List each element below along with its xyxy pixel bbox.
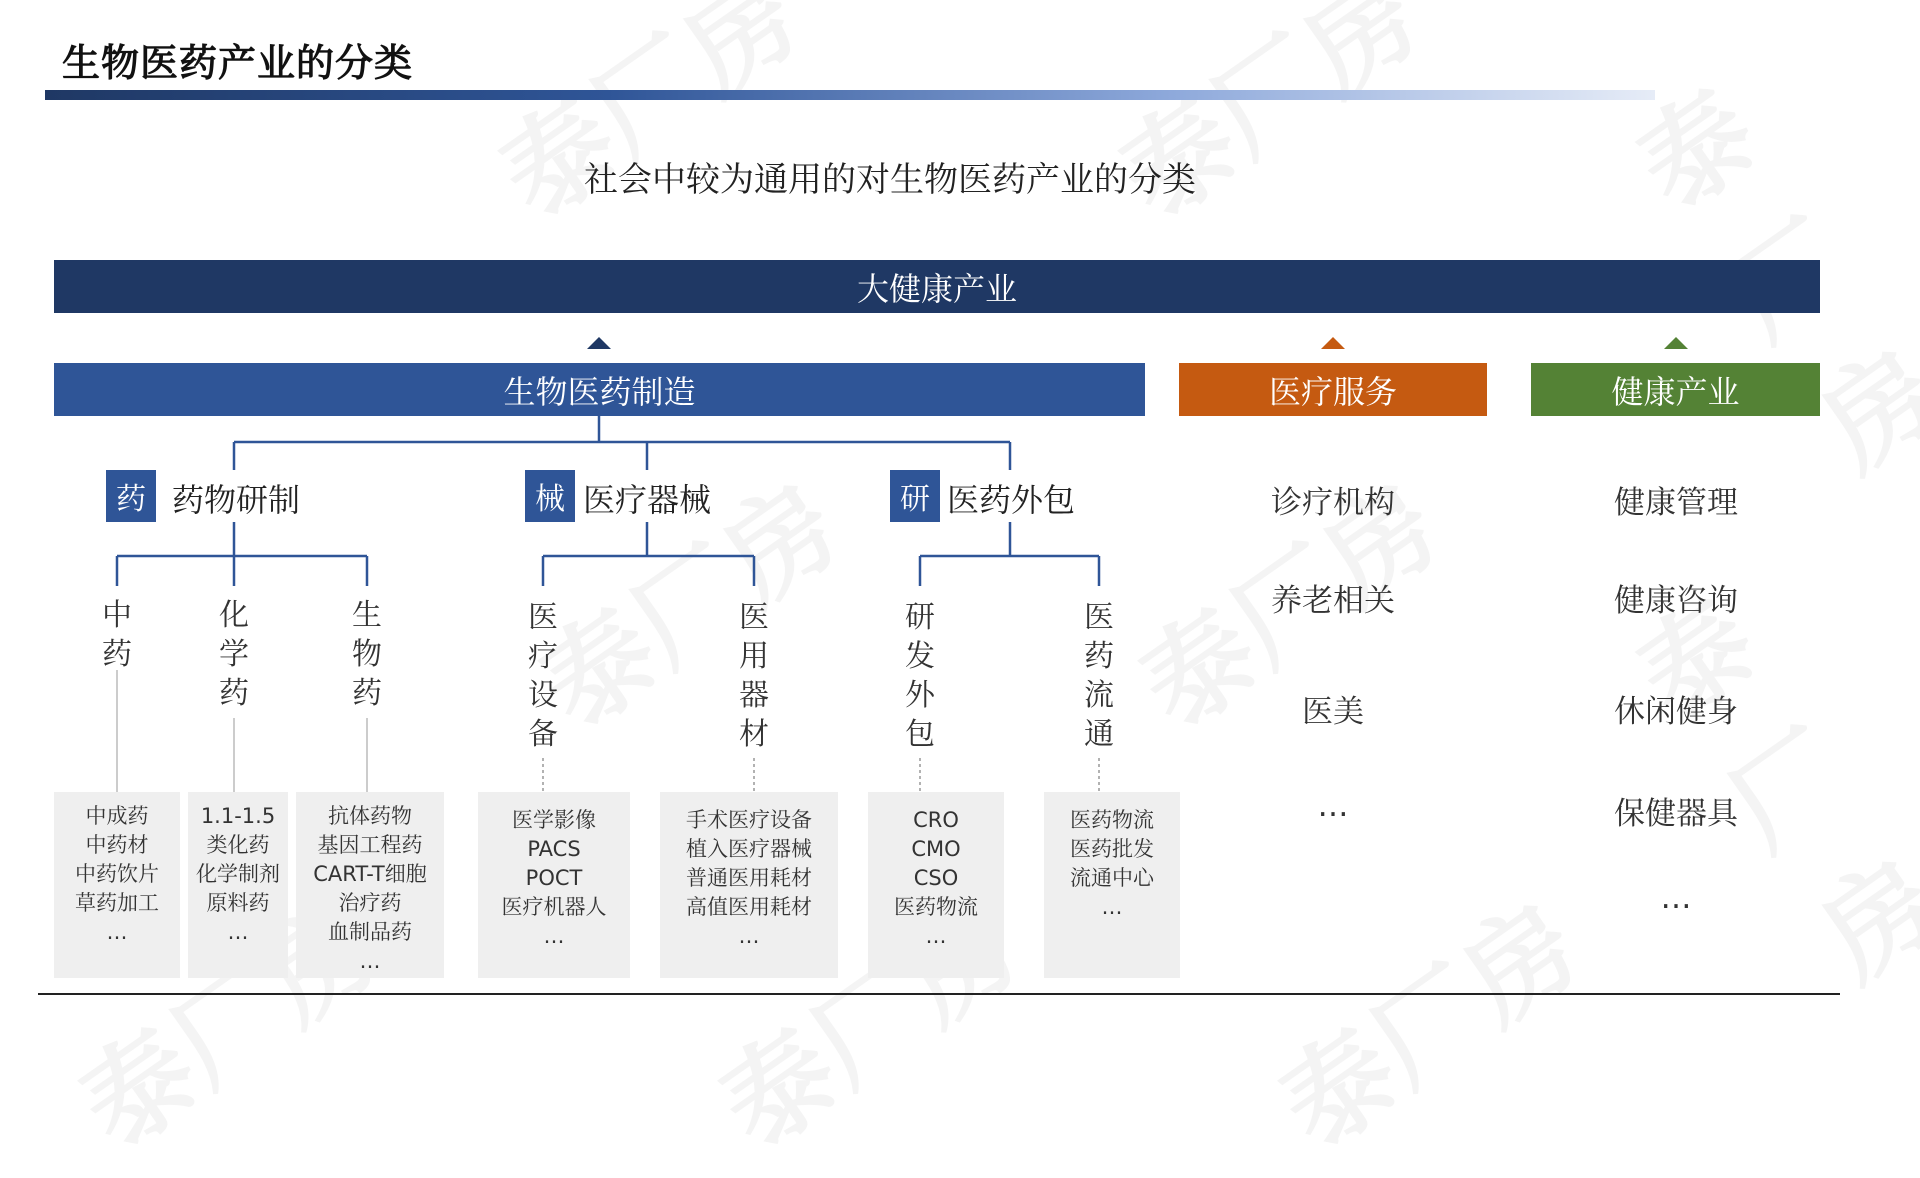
subcategory-chemical-drugs: 化 学 药: [219, 598, 249, 711]
medical-service-item: 诊疗机构: [1271, 485, 1395, 521]
big-health-industry-bar: 大健康产业: [54, 260, 1820, 313]
subcategory-biologics: 生 物 药: [352, 598, 382, 711]
detail-box-pharma-distribution: 医药物流 医药批发 流通中心 …: [1044, 792, 1180, 978]
detail-box-biologics: 抗体药物 基因工程药 CART-T细胞 治疗药 血制品药 …: [296, 792, 444, 978]
health-industry-item: …: [1660, 880, 1692, 916]
arrow-up-icon: [587, 337, 611, 349]
detail-box-medical-supplies: 手术医疗设备 植入医疗器械 普通医用耗材 高值医用耗材 …: [660, 792, 838, 978]
page-title: 生物医药产业的分类: [62, 41, 414, 85]
detail-box-chemical-drugs: 1.1-1.5 类化药 化学制剂 原料药 …: [188, 792, 288, 978]
title-underline: [45, 90, 1655, 100]
medical-service-item: 医美: [1302, 694, 1364, 730]
medical-services-bar: 医疗服务: [1179, 363, 1487, 416]
health-industry-item: 休闲健身: [1614, 694, 1738, 730]
subcategory-medical-equipment: 医 疗 设 备: [528, 600, 558, 752]
subcategory-medical-supplies: 医 用 器 材: [739, 600, 769, 752]
category-label-medical-devices: 医疗器械: [583, 481, 712, 519]
category-label-outsourcing: 医药外包: [947, 481, 1076, 519]
bottom-divider: [38, 993, 1840, 995]
biomedical-manufacturing-bar: 生物医药制造: [54, 363, 1145, 416]
device-category-icon: 械: [525, 470, 575, 522]
subcategory-rd-outsourcing: 研 发 外 包: [905, 600, 935, 752]
health-industry-item: 健康咨询: [1614, 583, 1738, 619]
detail-box-rd-outsourcing: CRO CMO CSO 医药物流 …: [868, 792, 1004, 978]
drug-category-icon: 药: [106, 470, 156, 522]
diagram-subtitle: 社会中较为通用的对生物医药产业的分类: [584, 160, 1196, 200]
health-industry-item: 保健器具: [1614, 796, 1738, 832]
detail-box-tcm: 中成药 中药材 中药饮片 草药加工 …: [54, 792, 180, 978]
watermark: [1245, 860, 1606, 1178]
research-category-icon: 研: [890, 470, 940, 522]
health-industry-item: 健康管理: [1614, 485, 1738, 521]
detail-box-medical-equipment: 医学影像 PACS POCT 医疗机器人 …: [478, 792, 630, 978]
subcategory-tcm: 中 药: [102, 598, 132, 672]
watermark: [1602, 0, 1920, 498]
watermark: [1085, 0, 1446, 248]
category-label-drug-rd: 药物研制: [172, 481, 301, 519]
medical-service-item: …: [1317, 788, 1349, 824]
subcategory-pharma-distribution: 医 药 流 通: [1084, 600, 1114, 752]
arrow-up-icon: [1321, 337, 1345, 349]
medical-service-item: 养老相关: [1271, 583, 1395, 619]
watermark: [465, 0, 826, 248]
health-industry-bar: 健康产业: [1531, 363, 1820, 416]
arrow-up-icon: [1664, 337, 1688, 349]
